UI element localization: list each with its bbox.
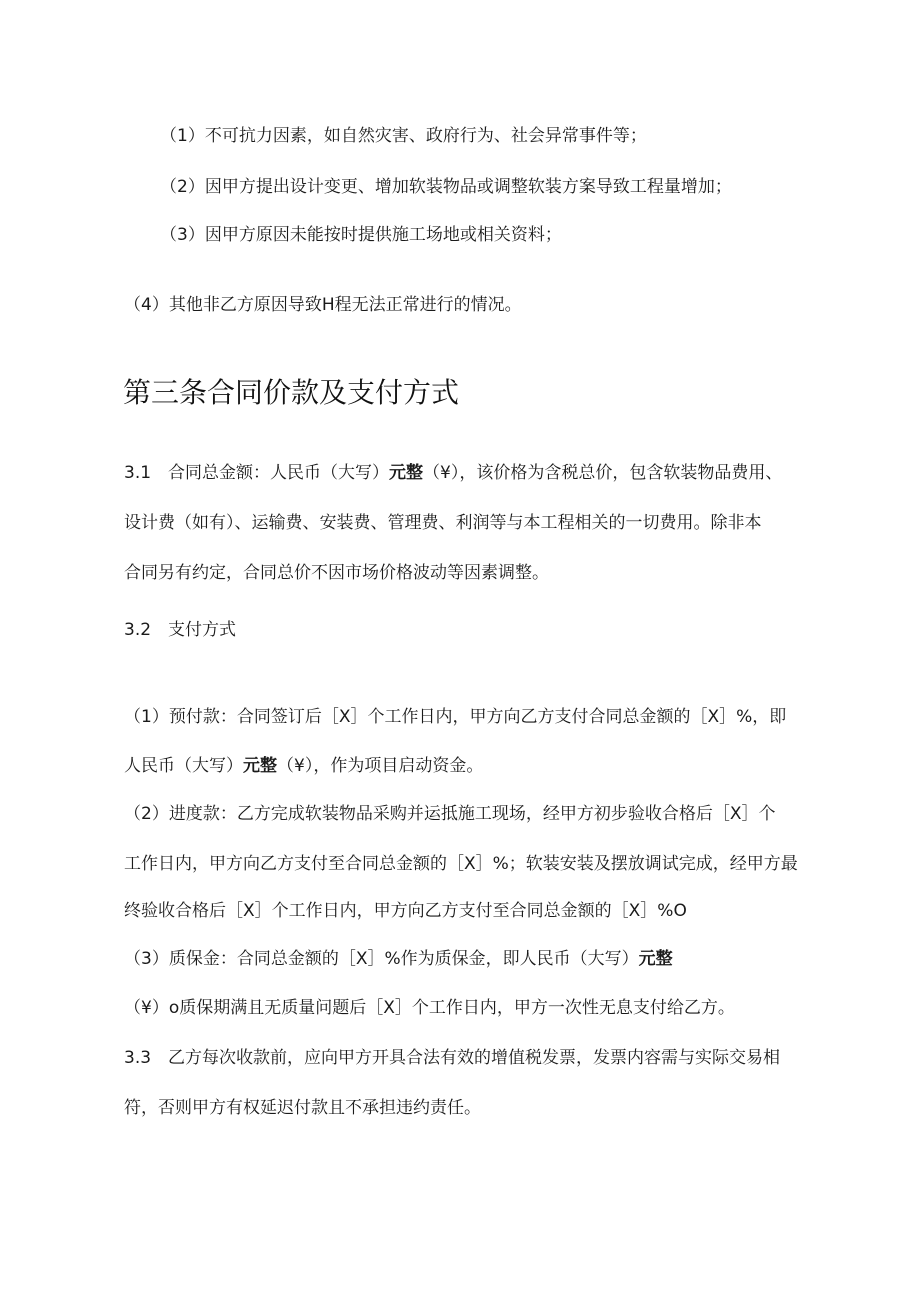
- payment-2-line-3: 终验收合格后［X］个工作日内，甲方向乙方支付至合同总金额的［X］%O: [124, 901, 687, 921]
- clause-3-2-title: 3.2 支付方式: [124, 620, 237, 640]
- payment-1-text-c: （¥），作为项目启动资金。: [277, 756, 484, 776]
- force-majeure-item-1: （1）不可抗力因素，如自然灾害、政府行为、社会异常事件等；: [160, 126, 647, 146]
- payment-3-text-a: （3）质保金：合同总金额的［X］%作为质保金，即人民币（大写）: [124, 949, 639, 969]
- payment-1-line-1: （1）预付款：合同签订后［X］个工作日内，甲方向乙方支付合同总金额的［X］%，即: [124, 707, 787, 727]
- payment-3-line-2: （¥）o质保期满且无质量问题后［X］个工作日内，甲方一次性无息支付给乙方。: [124, 998, 735, 1018]
- clause-3-1-line-3: 合同另有约定，合同总价不因市场价格波动等因素调整。: [124, 563, 549, 583]
- payment-3-line-1: [124, 948, 673, 970]
- force-majeure-item-2: （2）因甲方提出设计变更、增加软装物品或调整软装方案导致工程量增加；: [160, 177, 732, 197]
- clause-3-3-line-2: 符，否则甲方有权延迟付款且不承担违约责任。: [124, 1098, 481, 1118]
- section-heading: 第三条合同价款及支付方式: [123, 376, 460, 409]
- clause-3-1-text-c: （¥），该价格为含税总价，包含软装物品费用、: [423, 463, 783, 483]
- clause-3-1-amount-bold: 元整: [389, 463, 424, 483]
- force-majeure-item-4: （4）其他非乙方原因导致H程无法正常进行的情况。: [124, 295, 522, 315]
- payment-2-line-2: 工作日内，甲方向乙方支付至合同总金额的［X］%；软装安装及摆放调试完成，经甲方最: [124, 854, 798, 874]
- force-majeure-item-3: （3）因甲方原因未能按时提供施工场地或相关资料；: [160, 225, 562, 245]
- clause-3-1-text-a: 3.1 合同总金额：人民币（大写）: [124, 463, 390, 483]
- payment-1-line-2: [124, 755, 483, 777]
- clause-3-1-line-2: 设计费（如有）、运输费、安装费、管理费、利润等与本工程相关的一切费用。除非本: [124, 513, 762, 533]
- payment-1-text-a: 人民币（大写）: [124, 756, 243, 776]
- clause-3-1-line-1: [124, 462, 782, 484]
- payment-1-amount-bold: 元整: [243, 756, 277, 776]
- clause-3-3-line-1: 3.3 乙方每次收款前，应向甲方开具合法有效的增值税发票，发票内容需与实际交易相: [124, 1048, 781, 1068]
- payment-3-amount-bold: 元整: [638, 949, 673, 969]
- payment-2-line-1: （2）进度款：乙方完成软装物品采购并运抵施工现场，经甲方初步验收合格后［X］个: [124, 804, 776, 824]
